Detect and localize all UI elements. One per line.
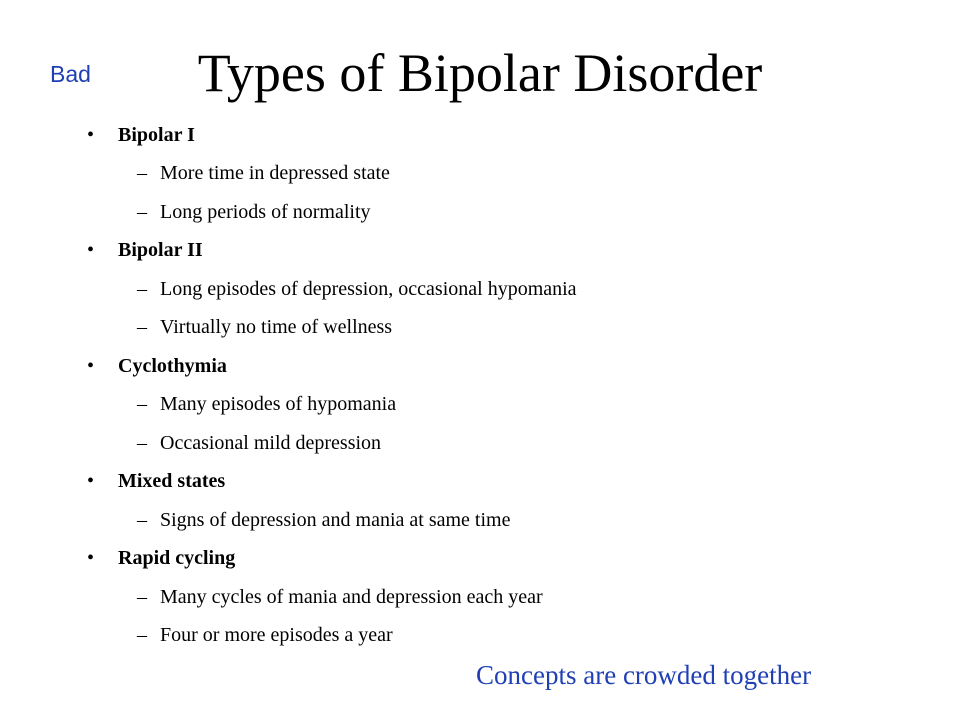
sub-marker: – xyxy=(137,278,147,300)
slide-note: Concepts are crowded together xyxy=(476,660,812,690)
sub-item: Four or more episodes a year xyxy=(160,624,393,646)
sub-item: Many cycles of mania and depression each year xyxy=(160,586,543,608)
sub-marker: – xyxy=(137,432,147,454)
bullet-item-mixed-states: Mixed states xyxy=(118,470,226,492)
bullet-item-rapid-cycling: Rapid cycling xyxy=(118,547,236,569)
bullet-marker: • xyxy=(87,124,95,146)
bullet-marker: • xyxy=(87,547,95,569)
sub-marker: – xyxy=(137,162,147,184)
sub-item: Signs of depression and mania at same time xyxy=(160,509,511,531)
bullet-marker: • xyxy=(87,470,95,492)
slide-tag: Bad xyxy=(50,61,91,87)
sub-item: Virtually no time of wellness xyxy=(160,316,393,338)
bullet-marker: • xyxy=(87,239,95,261)
bullet-item-cyclothymia: Cyclothymia xyxy=(118,355,227,377)
sub-marker: – xyxy=(137,393,147,415)
sub-item: Occasional mild depression xyxy=(160,432,382,454)
sub-marker: – xyxy=(137,624,147,646)
bullet-item-bipolar-i: Bipolar I xyxy=(118,124,195,146)
sub-marker: – xyxy=(137,586,147,608)
bullet-item-bipolar-ii: Bipolar II xyxy=(118,239,203,261)
sub-marker: – xyxy=(137,316,147,338)
sub-item: Many episodes of hypomania xyxy=(160,393,397,415)
sub-item: Long periods of normality xyxy=(160,201,371,223)
bullet-marker: • xyxy=(87,355,95,377)
sub-marker: – xyxy=(137,201,147,223)
sub-item: Long episodes of depression, occasional hypomania xyxy=(160,278,577,300)
slide-title: Types of Bipolar Disorder xyxy=(197,43,763,103)
sub-item: More time in depressed state xyxy=(160,162,390,184)
sub-marker: – xyxy=(137,509,147,531)
